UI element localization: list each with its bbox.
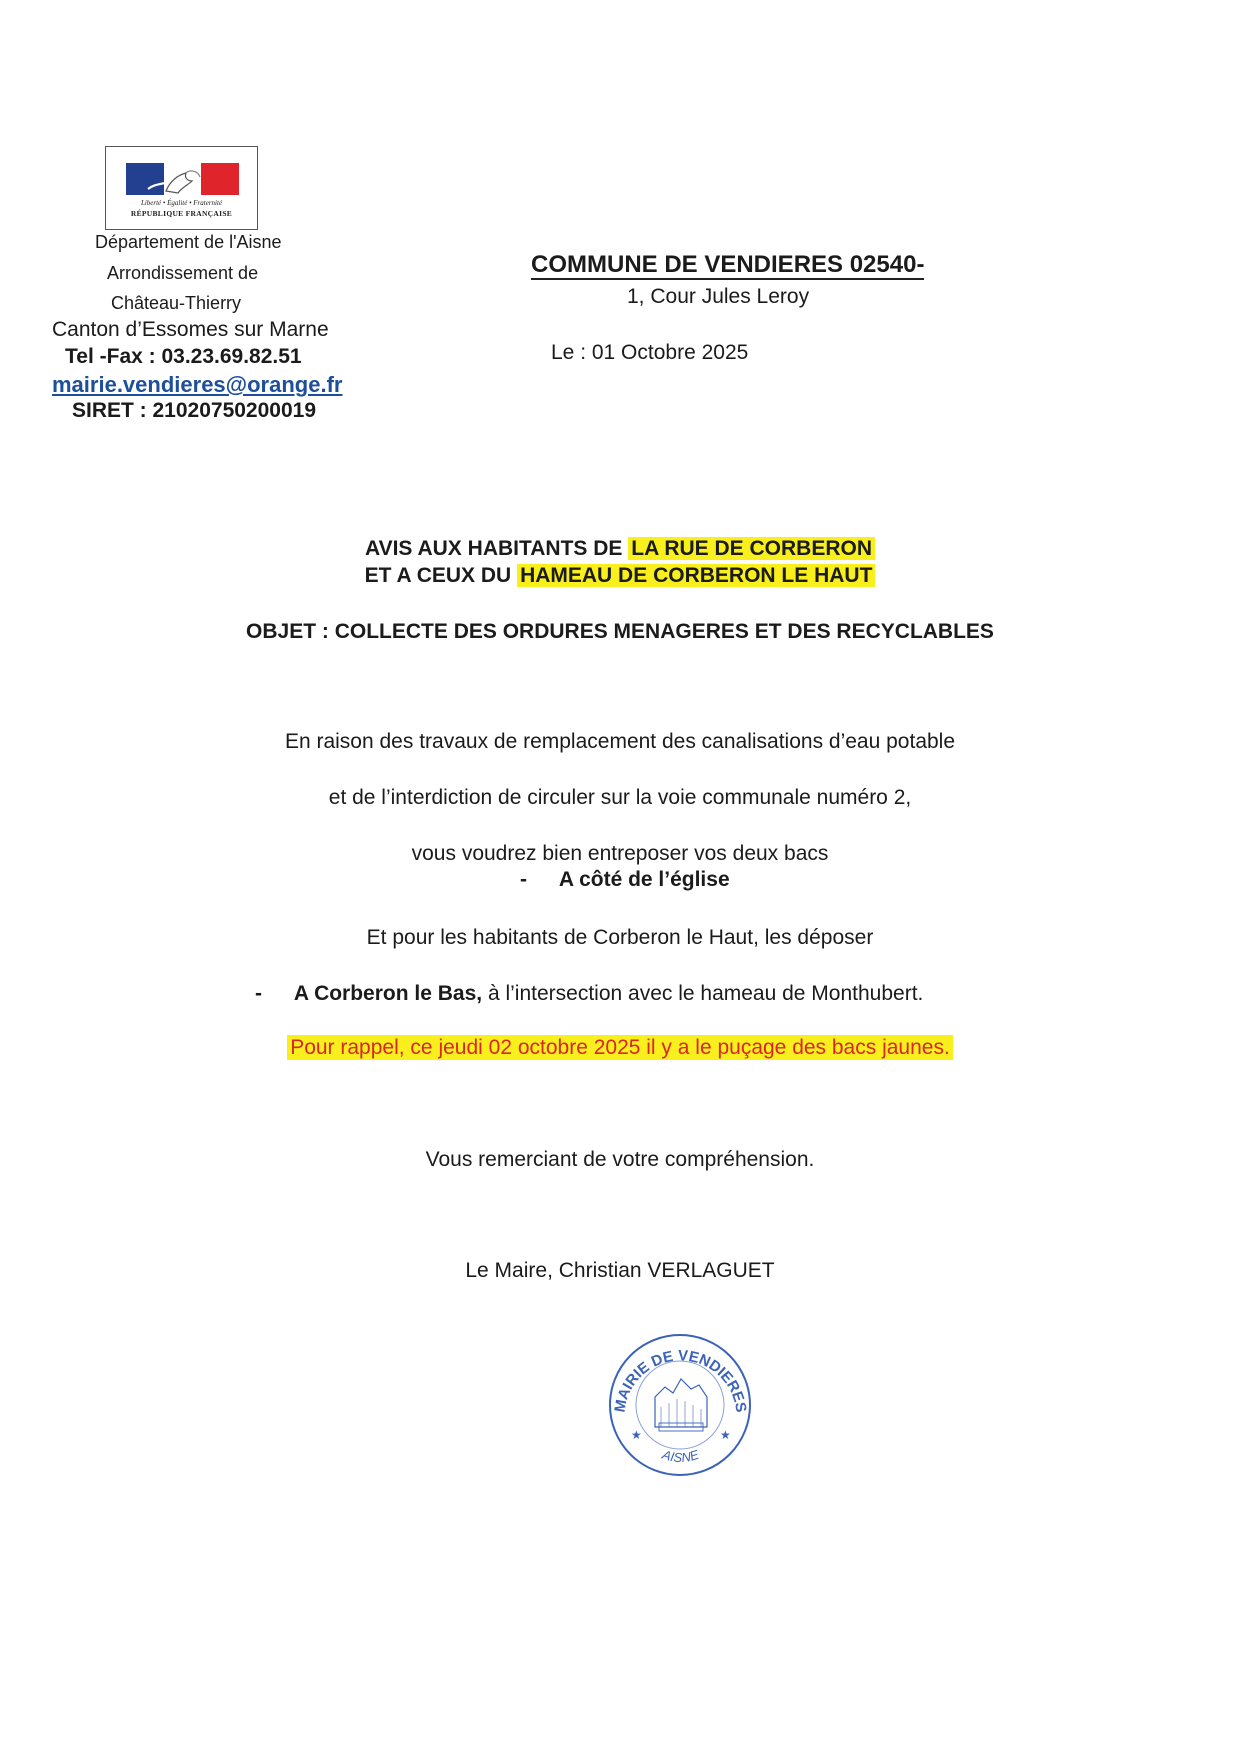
bullet-item-1 — [520, 868, 730, 892]
notice-line-1-highlight: LA RUE DE CORBERON — [628, 537, 875, 560]
telfax: Tel -Fax : 03.23.69.82.51 — [65, 345, 302, 368]
notice-objet: OBJET : COLLECTE DES ORDURES MENAGERES ET DES RECYCLABLES — [246, 620, 994, 643]
stamp-bottom-text: AISNE — [660, 1446, 701, 1466]
notice-line-2 — [0, 562, 1240, 590]
stamp-top-text: MAIRIE DE VENDIERES — [611, 1347, 750, 1414]
body-paragraph-1: En raison des travaux de remplacement des canalisations d’eau potable — [284, 730, 956, 753]
svg-text:★: ★ — [720, 1428, 731, 1442]
departement: Département de l'Aisne — [95, 232, 282, 252]
signature-line: Le Maire, Christian VERLAGUET — [465, 1259, 775, 1282]
rappel-line — [0, 1036, 1240, 1060]
arrondissement-city: Château-Thierry — [111, 293, 242, 313]
arrondissement: Arrondissement de — [107, 263, 259, 283]
logo-motto: Liberté • Égalité • Fraternité — [140, 199, 223, 207]
canton: Canton d’Essomes sur Marne — [52, 318, 329, 341]
logo-name: RÉPUBLIQUE FRANÇAISE — [130, 209, 233, 218]
notice-line-1-prefix: AVIS AUX HABITANTS DE — [364, 537, 623, 560]
commune-address: 1, Cour Jules Leroy — [627, 285, 810, 308]
bullet-item-2-bold: A Corberon le Bas, — [293, 982, 483, 1005]
notice-line-2-prefix: ET A CEUX DU — [364, 564, 512, 587]
svg-text:★: ★ — [631, 1428, 642, 1442]
letter-date: Le : 01 Octobre 2025 — [551, 341, 749, 364]
body-paragraph-2: et de l’interdiction de circuler sur la voie communale numéro 2, — [328, 786, 912, 809]
email-link[interactable]: mairie.vendieres@orange.fr — [52, 372, 343, 397]
bullet-dash-icon: - — [255, 982, 262, 1005]
rappel-highlight: Pour rappel, ce jeudi 02 octobre 2025 il y a le puçage des bacs jaunes. — [287, 1035, 953, 1060]
bullet-item-1-text: A côté de l’église — [558, 868, 730, 891]
notice-line-2-highlight: HAMEAU DE CORBERON LE HAUT — [517, 564, 875, 587]
body-paragraph-4: Et pour les habitants de Corberon le Haut, les déposer — [366, 926, 874, 949]
notice-line-1 — [0, 535, 1240, 563]
marianne-flag-icon — [126, 163, 239, 195]
thanks-line: Vous remerciant de votre compréhension. — [425, 1148, 815, 1171]
commune-title: COMMUNE DE VENDIERES 02540- — [531, 251, 925, 278]
republique-francaise-logo — [105, 146, 258, 230]
bullet-item-2-text: à l’intersection avec le hameau de Monthubert. — [487, 982, 924, 1005]
siret: SIRET : 21020750200019 — [72, 399, 317, 422]
bullet-item-2 — [255, 982, 923, 1006]
body-paragraph-3: vous voudrez bien entreposer vos deux bacs — [411, 842, 829, 865]
bullet-dash-icon: - — [520, 868, 527, 891]
mairie-stamp-icon — [603, 1327, 758, 1482]
